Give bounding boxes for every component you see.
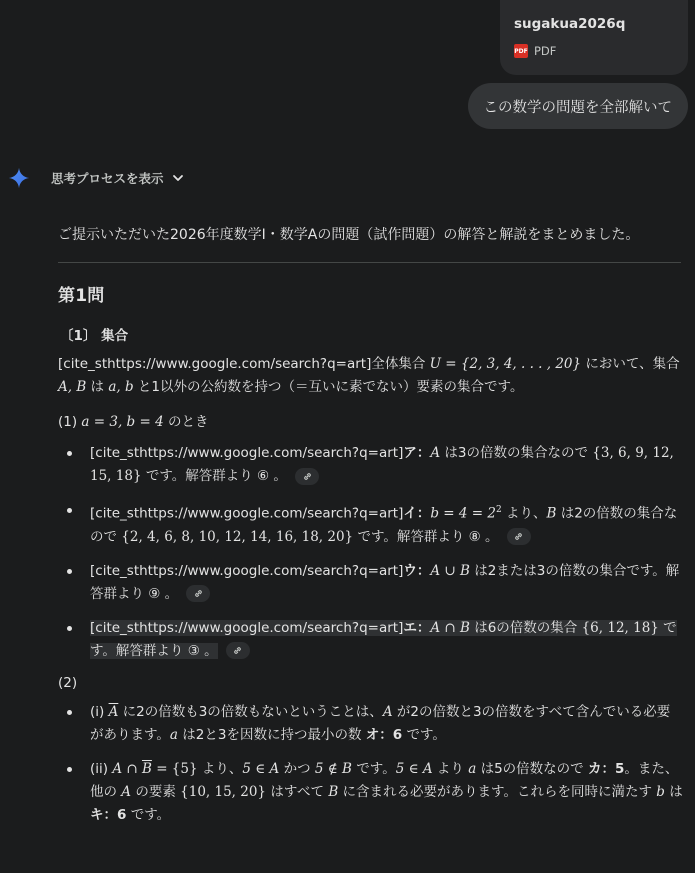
- text: と1以外の公約数を持つ（＝互いに素でない）要素の集合です。: [133, 379, 524, 395]
- math: a, b: [108, 379, 134, 395]
- answer-value: オ：6: [365, 726, 403, 743]
- math: {3, 6, 9, 12, 15, 18}: [90, 445, 674, 484]
- text: 全体集合: [371, 356, 430, 372]
- citation: [cite_sthttps://www.google.com/search?q=art]: [58, 356, 372, 372]
- user-message-text: この数学の問題を全部解いて: [483, 99, 672, 116]
- text: (ii): [90, 760, 113, 777]
- text: です。解答群より ⑧ 。: [353, 528, 499, 545]
- answer-label: ア：: [403, 445, 431, 461]
- citation: [cite_sthttps://www.google.com/search?q=art]: [90, 619, 404, 636]
- math: A: [382, 703, 393, 720]
- text: は2または3の倍数の集合です。解答群より ⑨ 。: [90, 562, 680, 602]
- text: (i): [90, 703, 109, 720]
- math: a: [468, 760, 477, 777]
- answer-value: カ：5: [587, 760, 625, 777]
- text: は3の倍数の集合なので: [440, 445, 593, 461]
- list-item: [58, 701, 683, 747]
- show-thinking-toggle[interactable]: [51, 169, 184, 187]
- list-item: [58, 442, 683, 488]
- text: より、: [197, 760, 243, 777]
- math: A, B: [58, 379, 87, 395]
- text: 。また、他の: [90, 760, 679, 800]
- source-link-chip[interactable]: [295, 468, 319, 485]
- pdf-icon: PDF: [514, 44, 528, 58]
- list-item: [58, 758, 683, 827]
- answer-label: エ：: [403, 619, 431, 636]
- math: {2, 4, 6, 8, 10, 12, 14, 16, 18, 20}: [121, 528, 354, 545]
- part1-list: [58, 442, 683, 663]
- list-item: [58, 617, 683, 663]
- gemini-spark-icon: [8, 167, 30, 189]
- math-superscript: 2: [495, 505, 502, 515]
- text: のとき: [163, 414, 209, 430]
- attachment-type-label: PDF: [534, 44, 557, 58]
- text: に含まれる必要があります。これらを同時に満たす: [338, 783, 657, 800]
- text: (1): [58, 414, 82, 430]
- list-item: [58, 499, 683, 549]
- text: です。解答群より ③ 。: [90, 619, 677, 659]
- list-item: [58, 560, 683, 606]
- text: です。: [126, 806, 171, 823]
- source-link-chip[interactable]: [186, 585, 210, 602]
- math: A ∩: [112, 760, 142, 777]
- text: が2の倍数と3の倍数をすべて含んでいる必要があります。: [90, 703, 671, 743]
- text: です。解答群より ⑥ 。: [141, 468, 287, 484]
- attachment-card[interactable]: [500, 0, 688, 75]
- answer-label: イ：: [403, 505, 431, 522]
- math: 5 ∉ B: [314, 760, 352, 777]
- condition-line: [58, 411, 683, 434]
- math: a: [169, 726, 178, 743]
- math: $\overline{B}$: [141, 760, 152, 777]
- link-icon: [232, 645, 243, 656]
- user-message-bubble: [468, 83, 689, 129]
- part2-list: [58, 701, 683, 827]
- math: b: [656, 783, 665, 800]
- math: A: [121, 783, 132, 800]
- math: U = {2, 3, 4, . . . , 20}: [429, 356, 582, 372]
- text: において、集合: [581, 356, 680, 372]
- text: はすべて: [266, 783, 329, 800]
- text: より: [432, 760, 469, 777]
- part2-label: (2): [58, 674, 78, 691]
- math: b = 4 = 2: [430, 505, 496, 522]
- text: かつ: [279, 760, 315, 777]
- math: $\overline{A}$: [108, 703, 119, 720]
- text: の要素: [131, 783, 181, 800]
- link-icon: [302, 471, 313, 482]
- response-intro: ご提示いただいた2026年度数学Ⅰ・数学Aの問題（試作問題）の解答と解説をまとめました。: [58, 227, 640, 243]
- math: A ∪ B: [430, 562, 470, 579]
- citation: [cite_sthttps://www.google.com/search?q=art]: [90, 505, 404, 522]
- citation: [cite_sthttps://www.google.com/search?q=art]: [90, 445, 404, 461]
- thinking-row: [0, 160, 695, 196]
- subsection-title: 〔1〕 集合: [60, 328, 129, 344]
- math: 5 ∈ A: [395, 760, 433, 777]
- math: {6, 12, 18}: [581, 619, 659, 636]
- text: は2と3を因数に持つ最小の数: [177, 726, 366, 743]
- source-link-chip[interactable]: [507, 528, 531, 545]
- text: は2の倍数の集合なので: [90, 505, 678, 545]
- math: a = 3, b = 4: [81, 414, 164, 430]
- attachment-name: sugakua2026q: [514, 16, 626, 32]
- math: A ∩ B: [430, 619, 470, 636]
- link-icon: [193, 588, 204, 599]
- text: は: [86, 379, 109, 395]
- section-title: 第1問: [58, 286, 105, 306]
- response-content: [58, 224, 683, 839]
- math: {10, 15, 20}: [180, 783, 267, 800]
- chevron-down-icon: [172, 172, 184, 184]
- link-icon: [513, 531, 524, 542]
- show-thinking-label: 思考プロセスを表示: [51, 171, 164, 186]
- answer-label: ウ：: [403, 562, 431, 579]
- divider: [58, 262, 681, 263]
- math: A: [430, 445, 441, 461]
- math: = {5}: [151, 760, 198, 777]
- source-link-chip[interactable]: [226, 642, 250, 659]
- text: です。: [351, 760, 396, 777]
- attachment-type: [514, 44, 674, 58]
- answer-value: キ：6: [90, 806, 127, 823]
- math: B: [546, 505, 557, 522]
- text: は5の倍数なので: [476, 760, 588, 777]
- text: は6の倍数の集合: [469, 619, 582, 636]
- lead-paragraph: [58, 353, 683, 399]
- text: に2の倍数も3の倍数もないということは、: [118, 703, 383, 720]
- citation: [cite_sthttps://www.google.com/search?q=art]: [90, 562, 404, 579]
- text: です。: [402, 726, 446, 743]
- text: は: [664, 783, 683, 800]
- text: より、: [501, 505, 547, 522]
- math: 5 ∈ A: [242, 760, 280, 777]
- math: B: [328, 783, 339, 800]
